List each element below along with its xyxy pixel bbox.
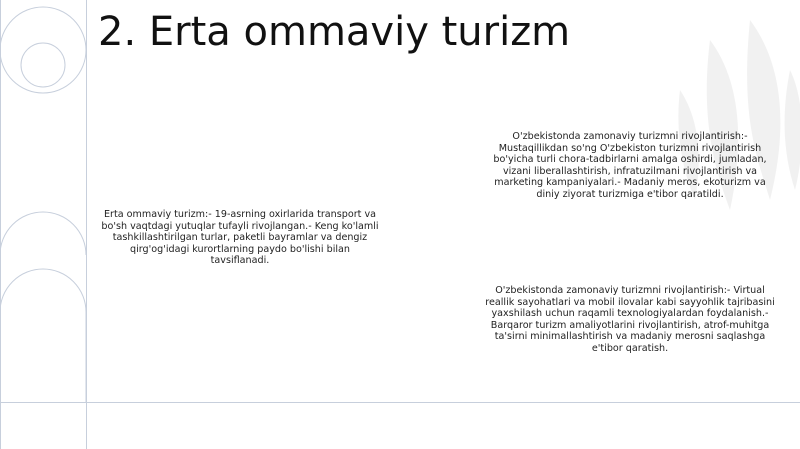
arch-lower	[0, 269, 86, 402]
text-block-modern-tourism-digital: O'zbekistonda zamonaviy turizmni rivojlantirish:- Virtual reallik sayohatlari va mobil ilovalar kabi sayyohlik tajribasini yaxshilash uchun raqamli texnologiyalardan foydalanish.- Barqaror turizm amaliyotlarini rivojlantirish, atrof-muhitga ta'sirni minimallashtirish va madaniy merosni saqlashga e'tibor qaratish.	[485, 285, 775, 354]
circle-outer	[0, 7, 86, 93]
text-block-early-mass-tourism: Erta ommaviy turizm:- 19-asrning oxirlarida transport va bo'sh vaqtdagi yutuqlar tufayli rivojlangan.- Keng ko'lamli tashkillashtirilgan turlar, paketli bayramlar va dengiz qirg'og'idagi kurortlarning paydo bo'lishi bilan tavsiflanadi.	[101, 209, 379, 267]
circle-inner	[21, 43, 65, 87]
slide-title: 2. Erta ommaviy turizm	[98, 9, 571, 55]
text-block-modern-tourism-measures: O'zbekistonda zamonaviy turizmni rivojlantirish:- Mustaqillikdan so'ng O'zbekiston turizmni rivojlantirish bo'yicha turli chora-tadbirlarni amalga oshirdi, jumladan, vizani liberallashtirish, infratuzilmani rivojlantirish va marketing kampaniyalari.- Madaniy meros, ekoturizm va diniy ziyorat turizmiga e'tibor qaratildi.	[493, 131, 767, 200]
arch-upper	[0, 212, 86, 255]
leaf-watermark-icon	[640, 0, 800, 260]
